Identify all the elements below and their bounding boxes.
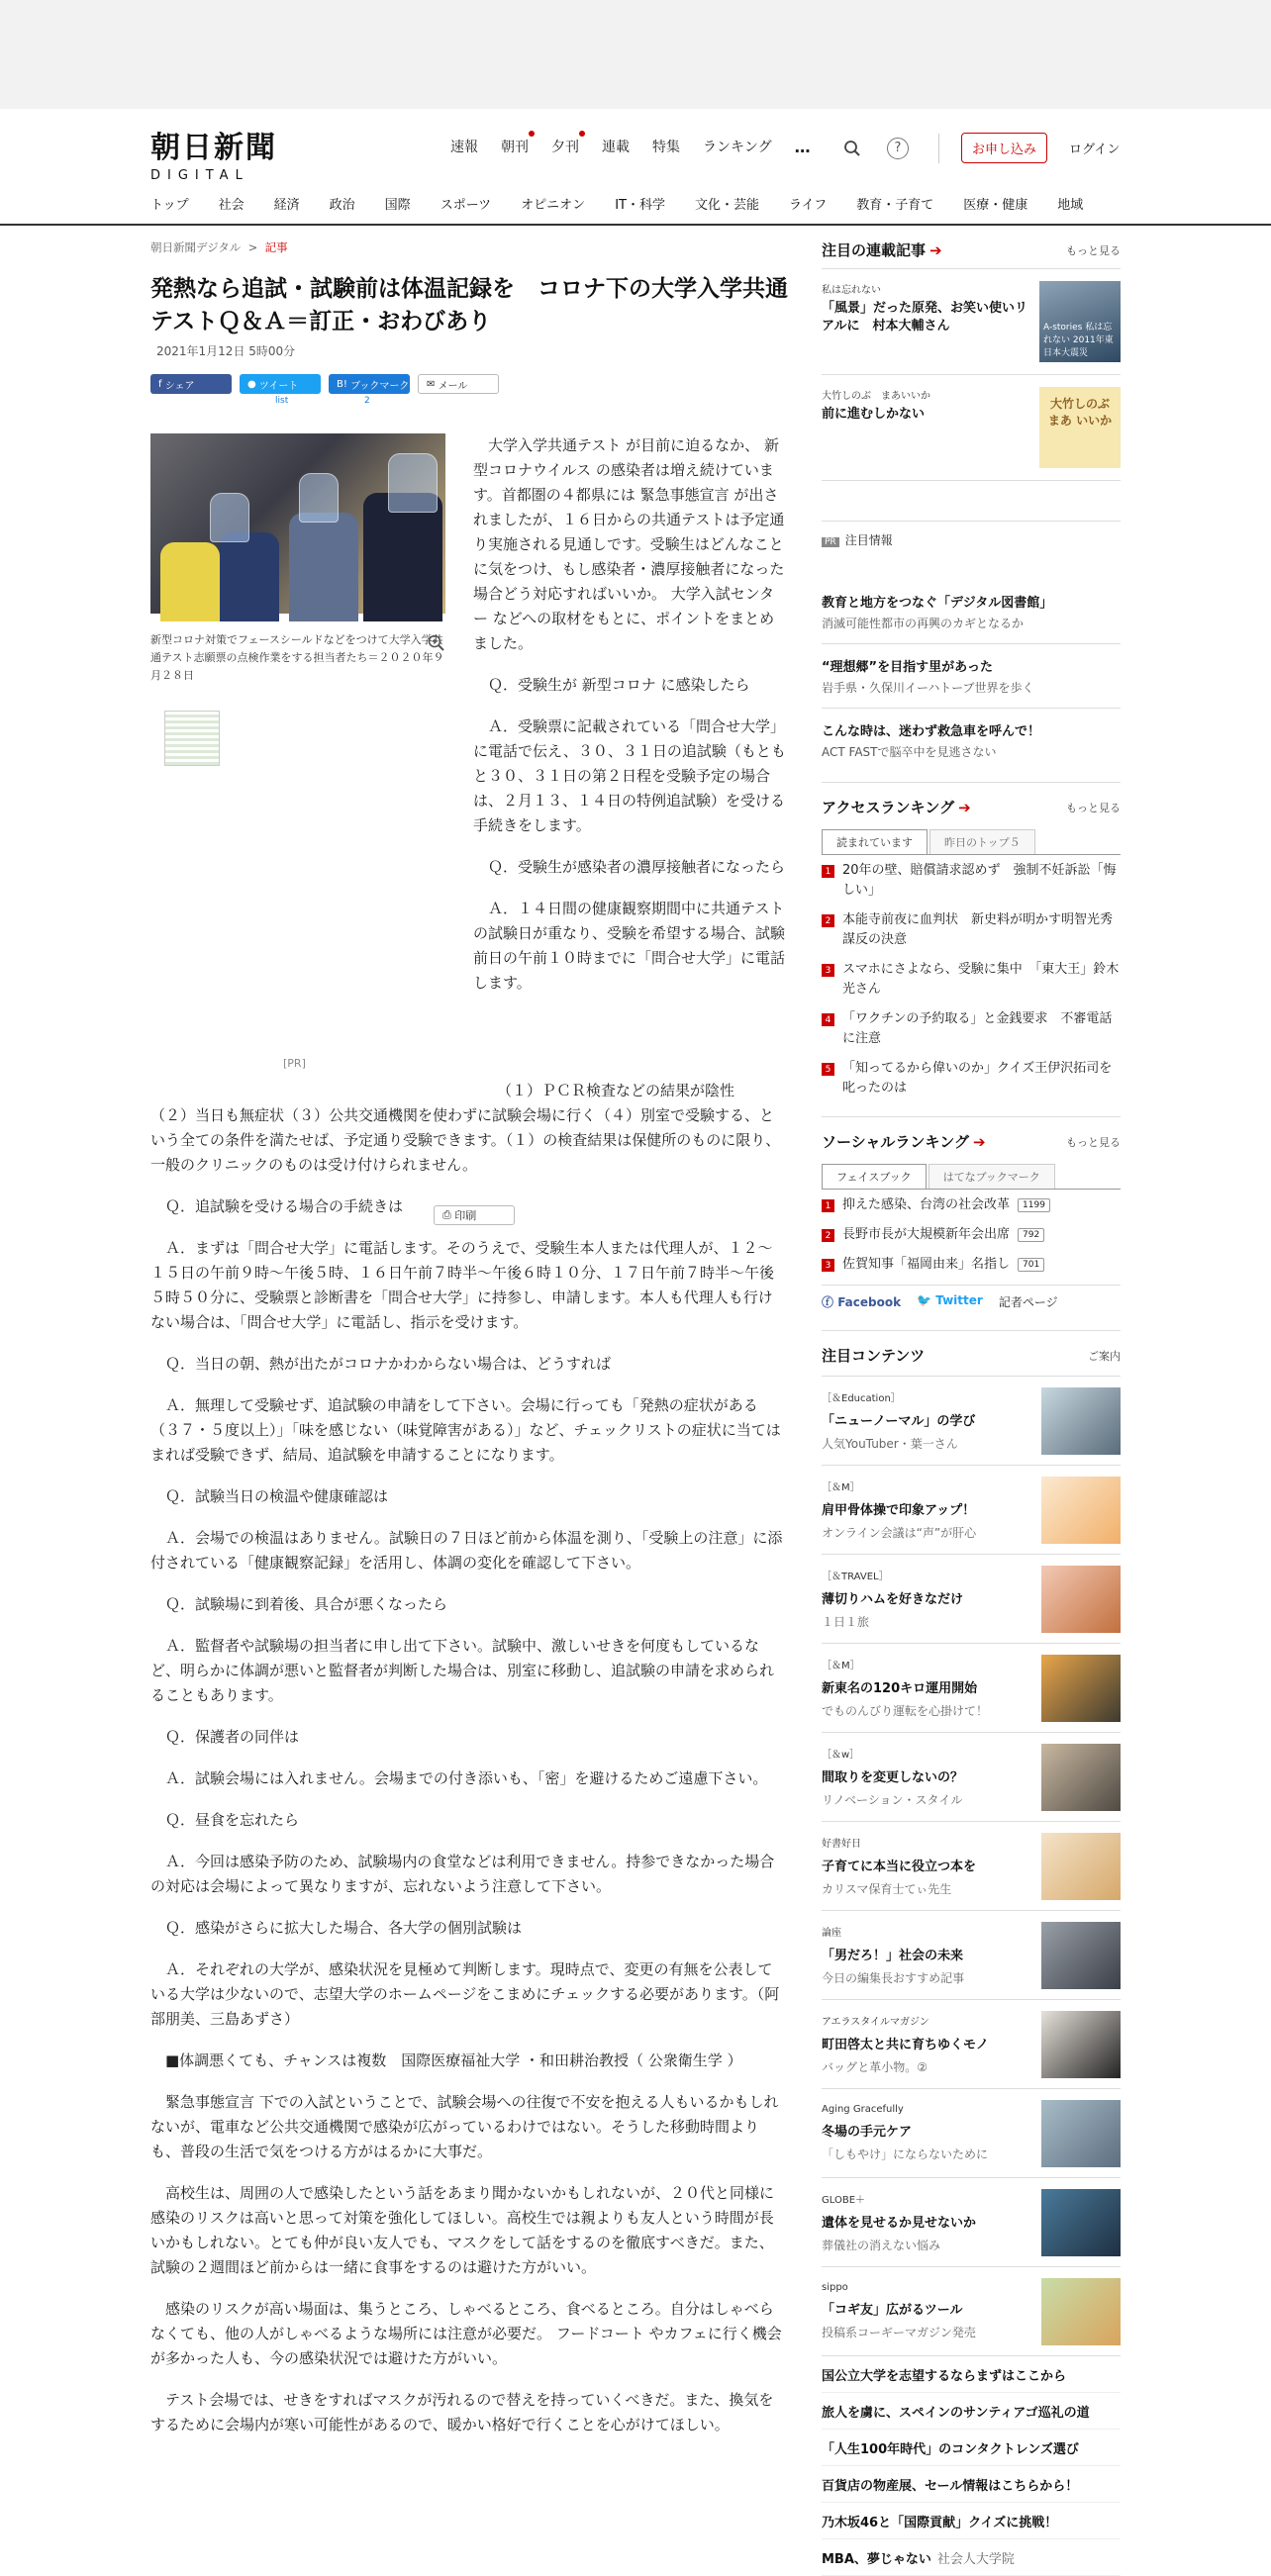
new-dot — [529, 131, 535, 137]
browser-top-gap — [0, 0, 1271, 109]
paragraph: テスト会場では、せきをすればマスクが汚れるので替えを持っていくべきだ。また、換気をするために会場内が寒い可能性があるので、暖かい格好で行くことを心がけてほしい。 — [150, 2391, 774, 2433]
answer: Ａ．１４日間の健康観察期間中に共通テストの試験日が重なり、受験を希望する場合、試験前日の午前１０時までに「問合せ大学」に電話します。 — [473, 900, 786, 992]
print-icon: ⎙ — [442, 1208, 455, 1221]
answer: Ａ．それぞれの大学が、感染状況を見極めて判断します。現時点で、変更の有無を公表している大学は少ないので、志望大学のホームページをこまめにチェックする必要があります。（阿部朋美、三島あずさ） — [150, 1960, 780, 2028]
tweet-button[interactable]: ● ツイート list — [240, 374, 321, 394]
promo-link[interactable]: 旅人を虜に、スペインのサンティアゴ巡礼の道 — [822, 2393, 1121, 2430]
content-item[interactable]: GLOBE＋ 遺体を見せるか見せないか 葬儀社の消えない悩み — [822, 2178, 1121, 2267]
rank-number: 1 — [822, 865, 834, 878]
content-thumbnail — [1041, 2278, 1121, 2345]
paragraph: 感染のリスクが高い場面は、集うところ、しゃべるところ、食べるところ。自分はしゃべらなくても、他の人がしゃべるような場所には注意が必要だ。 フードコート やカフェに行く機会が多かった人も、今の感染状況では避けた方がいい。 — [150, 2300, 782, 2367]
attention-section — [822, 521, 1121, 772]
share-count: 792 — [1018, 1228, 1044, 1242]
promo-link[interactable]: 百貨店の物産展、セール情報はこちらから！ — [822, 2466, 1121, 2503]
content-thumbnail — [1041, 2189, 1121, 2256]
paragraph: 緊急事態宣言 下での入試ということで、試験会場への往復で不安を抱える人もいるかもしれないが、電車など公共交通機関で感染が広がっているわけではない。そうした移動時間よりも、普段の生活で気をつける方がはるかに大事だ。 — [150, 2093, 779, 2160]
more-link[interactable]: もっと見る — [1066, 243, 1121, 257]
help-icon[interactable]: ? — [887, 138, 909, 159]
series-item[interactable] — [822, 375, 1121, 481]
series-text — [822, 387, 930, 468]
category-economy[interactable]: 経済 — [273, 198, 300, 213]
tab-yesterday-top5[interactable]: 昨日のトップ５ — [929, 829, 1035, 854]
answer: Ａ．受験票に記載されている「問合せ大学」に電話で伝え、３０、３１日の追試験（もともと３０、３１日の第２日程を受験予定の場合は、２月１３、１４日の特例追試験）を受ける手続きをします。 — [473, 717, 786, 834]
series-item[interactable] — [822, 268, 1121, 375]
section-heading: 注目コンテンツ ご案内 — [822, 1345, 1121, 1377]
header-actions — [839, 133, 1120, 163]
photo-face-shield — [299, 473, 339, 523]
content-item[interactable]: sippo 「コギ友」広がるツール 投稿系コーギーマガジン発売 — [822, 2267, 1121, 2356]
category-it-science[interactable]: IT・科学 — [615, 198, 665, 213]
answer: Ａ．まずは「問合せ大学」に電話します。そのうえで、受験生本人または代理人が、１２～１５日の午前９時～午後５時、１６日午前７時半～午後６時１０分、１７日午前７時半～午後５時５０分に、受験票と診断書を「問合せ大学」に持参し、申請します。本人も代理人も行けない場合は、「問合せ大学」に電話し、指示を受けます。 — [150, 1239, 775, 1331]
share-count: 701 — [1018, 1258, 1044, 1272]
social-item[interactable]: 2 長野市長が大規模新年会出席 792 — [822, 1219, 1121, 1249]
facebook-link[interactable]: ⓕ Facebook — [822, 1295, 902, 1309]
answer: Ａ．今回は感染予防のため、試験場内の食堂などは利用できません。持参できなかった場合の対応は会場によって異なりますが、忘れないよう注意して下さい。 — [150, 1853, 775, 1895]
social-links — [822, 1285, 1121, 1318]
question: Ｑ．受験生が 新型コロナ に感染したら — [488, 676, 750, 694]
social-tabs — [822, 1164, 1121, 1190]
rank-number: 1 — [822, 1199, 834, 1212]
content-item[interactable]: 好書好日 子育てに本当に役立つ本を カリスマ保育士てぃ先生 — [822, 1822, 1121, 1911]
pr-label: [PR] — [283, 1057, 306, 1070]
site-logo[interactable] — [150, 123, 277, 183]
attention-heading: PR 注目情報 — [822, 521, 1121, 558]
top-nav — [450, 137, 842, 156]
ranking-item[interactable]: 2 本能寺前夜に血判状 新史料が明かす明智光秀謀反の決意 — [822, 905, 1121, 954]
category-politics[interactable]: 政治 — [329, 198, 355, 213]
more-link[interactable]: もっと見る — [1066, 1135, 1121, 1149]
article-photo[interactable] — [150, 433, 445, 614]
content-thumbnail — [1041, 1744, 1121, 1811]
article-title: 発熱なら追試・試験前は体温記録を コロナ下の大学入学共通テストＱ＆Ａ＝訂正・おわびあり — [150, 276, 788, 334]
promo-link[interactable]: MBA、夢じゃない 社会人大学院 — [822, 2539, 1121, 2576]
more-menu-icon[interactable]: … — [794, 137, 811, 156]
series-thumbnail: 大竹しのぶ まあ いいか — [1039, 387, 1121, 468]
breadcrumb-separator: > — [247, 240, 258, 254]
content-thumbnail — [1041, 1477, 1121, 1544]
hatena-count[interactable]: 2 — [364, 396, 370, 406]
sidebar — [822, 226, 1121, 2576]
content-item[interactable]: ［＆M］ 肩甲骨体操で印象アップ！ オンライン会議は“声”が肝心 — [822, 1466, 1121, 1555]
content-item[interactable]: アエラスタイルマガジン 町田啓太と共に育ちゆくモノ バッグと革小物。② — [822, 2000, 1121, 2089]
tweet-count[interactable]: list — [275, 396, 289, 406]
content-item[interactable]: 論座 「男だろ！」社会の未来 今日の編集長おすすめ記事 — [822, 1911, 1121, 2000]
attention-item[interactable]: “理想郷”を目指す里があった 岩手県・久保川イーハトーブ世界を歩く — [822, 644, 1121, 709]
content-item[interactable]: ［＆w］ 間取りを変更しないの？ リノベーション・スタイル — [822, 1733, 1121, 1822]
ranking-item[interactable]: 1 20年の壁、賠償請求認めず 強制不妊訴訟「悔しい」 — [822, 855, 1121, 905]
more-link[interactable]: もっと見る — [1066, 801, 1121, 814]
article-body — [150, 1079, 784, 2454]
share-count: 1199 — [1018, 1198, 1050, 1212]
question: Ｑ．感染がさらに拡大した場合、各大学の個別試験は — [165, 1919, 523, 1937]
mail-icon: ✉ — [427, 378, 439, 390]
paragraph: 大学入学共通テスト が目前に迫るなか、 新型コロナウイルス の感染者は増え続けています。首都圏の４都県には 緊急事態宣言 が出されましたが、１６日からの共通テストは予定通り実施される見通しです。受験生はどんなことに気をつけ、もし感染者・濃厚接触者になった場合どう対応すればいいか。 大学入試センター などへの取材をもとに、ポイントをまとめました。 — [473, 436, 785, 652]
hatena-icon: B! — [337, 378, 351, 390]
tab-hatena[interactable]: はてなブックマーク — [929, 1164, 1055, 1189]
attention-item[interactable]: 教育と地方をつなぐ「デジタル図書館」 消滅可能性都市の再興のカギとなるか — [822, 580, 1121, 644]
subscribe-button[interactable]: お申し込み — [961, 133, 1047, 163]
subheading: ■体調悪くても、チャンスは複数 国際医療福祉大学 ・和田耕治教授（ 公衆衛生学 ） — [165, 2051, 742, 2069]
search-icon[interactable] — [839, 136, 865, 161]
question: Ｑ．試験場に到着後、具合が悪くなったら — [165, 1595, 448, 1613]
category-nav — [150, 194, 1113, 213]
login-link[interactable]: ログイン — [1069, 143, 1121, 157]
category-sports[interactable]: スポーツ — [440, 198, 492, 213]
category-health[interactable]: 医療・健康 — [963, 198, 1028, 213]
question: Ｑ．追試験を受ける場合の手続きは — [165, 1197, 404, 1215]
content-thumbnail — [1041, 1655, 1121, 1722]
content-thumbnail — [1041, 1833, 1121, 1900]
ranking-item[interactable]: 4 「ワクチンの予約取る」と金銭要求 不審電話に注意 — [822, 1003, 1121, 1053]
logo-en: DIGITAL — [150, 168, 249, 183]
attention-item[interactable]: こんな時は、迷わず救急車を呼んで！ ACT FASTで脳卒中を見逃さない — [822, 724, 1041, 759]
reporters-link[interactable]: 記者ページ — [998, 1295, 1058, 1309]
answer: Ａ．会場での検温はありません。試験日の７日ほど前から体温を測り、「受験上の注意」に添付されている「健康観察記録」を活用し、体調の変化を確認して下さい。 — [150, 1529, 783, 1572]
paragraph: 高校生は、周囲の人で感染したという話をあまり聞かないかもしれないが、２０代と同様に感染のリスクは高いと思って対策を強化してほしい。高校生では親よりも友人という時間が長いかもしれない。とても仲が良い友人でも、マスクをして話をするのを徹底すべきだ。また、試験の２週間ほど前からは一緒に食事をするのは避けた方がいい。 — [150, 2184, 775, 2276]
new-dot — [579, 131, 585, 137]
mail-button[interactable]: ✉ メール — [418, 374, 499, 394]
photo-figure — [289, 513, 358, 621]
facebook-icon: f — [158, 378, 165, 390]
rank-number: 5 — [822, 1063, 834, 1076]
content-thumbnail — [1041, 1387, 1121, 1455]
series-headline: 前に進むしかない — [822, 407, 926, 422]
question: Ｑ．受験生が感染者の濃厚接触者になったら — [488, 858, 786, 876]
content-thumbnail — [1041, 2100, 1121, 2167]
facebook-share-button[interactable]: f シェア — [150, 374, 232, 394]
answer: Ａ．試験会場には入れません。会場までの付き添いも、「密」を避けるためご遠慮下さい。 — [165, 1769, 768, 1787]
photo-face-shield — [210, 493, 249, 542]
twitter-link[interactable]: 🐦 Twitter — [917, 1293, 983, 1307]
series-section — [822, 226, 1121, 481]
rank-number: 3 — [822, 1259, 834, 1272]
paragraph: （１）ＰＣＲ検査などの結果が陰性 — [497, 1082, 735, 1099]
nav-tokushu[interactable]: 特集 — [652, 140, 680, 155]
ranking-tabs — [822, 829, 1121, 855]
promo-link[interactable]: 「人生100年時代」のコンタクトレンズ選び — [822, 2430, 1121, 2466]
content-item[interactable]: ［＆Education］ 「ニューノーマル」の学び 人気YouTuber・葉一さん — [822, 1377, 1121, 1466]
photo-caption: 新型コロナ対策でフェースシールドなどをつけて大学入学共通テスト志願票の点検作業をする担当者たち＝２０２０年９月２８日 — [150, 633, 444, 682]
question: Ｑ．当日の朝、熱が出たがコロナかわからない場合は、どうすれば — [165, 1355, 612, 1373]
print-button[interactable]: ⎙ 印刷 — [434, 1205, 515, 1225]
content-item[interactable]: ［＆TRAVEL］ 薄切りハムを好きなだけ １日１旅 — [822, 1555, 1121, 1644]
category-international[interactable]: 国際 — [384, 198, 411, 213]
zoom-icon[interactable] — [428, 634, 445, 652]
series-thumbnail: A-stories 私は忘れない 2011年東日本大震災 — [1039, 281, 1121, 362]
access-ranking — [822, 782, 1121, 1102]
category-top[interactable]: トップ — [150, 198, 189, 213]
nav-choukan[interactable]: 朝刊 — [501, 137, 529, 156]
promo-link[interactable]: 国公立大学を志望するならまずはここから — [822, 2356, 1121, 2393]
rank-number: 4 — [822, 1013, 834, 1026]
photo-figure — [220, 532, 279, 621]
content-thumbnail — [1041, 2011, 1121, 2078]
answer: Ａ．無理して受験せず、追試験の申請をして下さい。会場に行っても「発熱の症状がある（３７・５度以上）」「味を感じない（味覚障害がある）」など、チェックリストの症状に当てはまれば受験できず、結局、追試験を申請することになります。 — [150, 1396, 781, 1464]
tab-facebook[interactable]: フェイスブック — [822, 1164, 927, 1189]
pr-badge: PR — [822, 537, 839, 547]
content-item[interactable]: ［＆M］ 新東名の120キロ運用開始 でものんびり運転を心掛けて！ — [822, 1644, 1121, 1733]
category-opinion[interactable]: オピニオン — [521, 198, 586, 213]
content-item[interactable]: Aging Gracefully 冬場の手元ケア 「しもやけ」にならないために — [822, 2089, 1121, 2178]
divider — [938, 134, 939, 163]
arrow-right-icon: ➔ — [972, 1133, 986, 1151]
series-headline: 「風景」だった原発、お笑い使いリアルに 村本大輔さん — [822, 301, 1028, 334]
featured-contents — [822, 1330, 1121, 2576]
article-date: 2021年1月12日 5時00分 — [156, 344, 296, 358]
rank-number: 3 — [822, 964, 834, 977]
category-life[interactable]: ライフ — [788, 198, 828, 213]
section-heading: アクセスランキング ➔ もっと見る — [822, 799, 1121, 816]
tab-most-read[interactable]: 読まれています — [822, 829, 928, 854]
paragraph: （２）当日も無症状（３）公共交通機関を使わずに試験会場に行く（４）別室で受験する、という全ての条件を満たせば、予定通り受験できます。（１）の検査結果は保健所のものに限り、一般のクリニックのものは受け付けられません。 — [150, 1106, 781, 1174]
category-local[interactable]: 地域 — [1057, 198, 1084, 213]
category-education[interactable]: 教育・子育て — [856, 198, 934, 213]
ranking-item[interactable]: 5 「知ってるから偉いのか」クイズ王伊沢拓司を叱ったのは — [822, 1053, 1121, 1102]
guide-link[interactable]: ご案内 — [1088, 1349, 1121, 1363]
series-kicker: 大竹しのぶ まあいいか — [822, 391, 930, 402]
social-ranking — [822, 1116, 1121, 1318]
hatena-bookmark-button[interactable]: B! ブックマーク 2 — [329, 374, 410, 394]
section-heading — [822, 239, 1121, 260]
category-culture[interactable]: 文化・芸能 — [694, 198, 759, 213]
section-heading: ソーシャルランキング ➔ もっと見る — [822, 1133, 1121, 1151]
nav-ranking[interactable]: ランキング — [703, 140, 772, 155]
nav-sokuho[interactable]: 速報 — [450, 140, 478, 155]
content-thumbnail — [1041, 1566, 1121, 1633]
series-heading[interactable]: 注目の連載記事 — [822, 241, 927, 259]
question: Ｑ．試験当日の検温や健康確認は — [165, 1487, 389, 1505]
question: Ｑ．昼食を忘れたら — [165, 1811, 300, 1829]
answer: Ａ．監督者や試験場の担当者に申し出て下さい。試験中、激しいせきを何度もしているなど、明らかに体調が悪いと監督者が判断した場合は、別室に移動し、追試験の申請を求められることもあります。 — [150, 1637, 775, 1704]
category-society[interactable]: 社会 — [218, 198, 244, 213]
breadcrumb-current[interactable]: 記事 — [264, 240, 288, 254]
twitter-icon: 🐦 — [917, 1293, 936, 1307]
ranking-item[interactable]: 3 スマホにさよなら、受験に集中 「東大王」鈴木光さん — [822, 954, 1121, 1003]
social-item[interactable]: 1 抑えた感染、台湾の社会改革 1199 — [822, 1190, 1121, 1219]
site-header — [0, 109, 1271, 226]
promo-link[interactable]: 乃木坂46と「国際貢献」クイズに挑戦！ — [822, 2503, 1121, 2539]
rank-number: 2 — [822, 914, 834, 927]
breadcrumb-home[interactable]: 朝日新聞デジタル — [150, 240, 242, 254]
breadcrumb — [150, 239, 288, 255]
photo-face-shield — [388, 453, 438, 513]
document-thumbnail[interactable] — [164, 711, 220, 766]
arrow-right-icon: ➔ — [958, 799, 971, 816]
series-text — [822, 281, 1039, 362]
logo-jp: 朝日新聞 — [150, 131, 277, 165]
twitter-icon: ● — [247, 378, 259, 390]
nav-yukan[interactable]: 夕刊 — [551, 137, 579, 156]
rank-number: 2 — [822, 1229, 834, 1242]
facebook-icon: ⓕ — [822, 1295, 838, 1309]
social-item[interactable]: 3 佐賀知事「福岡由来」名指し 701 — [822, 1249, 1121, 1279]
content-thumbnail — [1041, 1922, 1121, 1989]
article-lead — [473, 433, 786, 1012]
series-kicker: 私は忘れない — [822, 285, 881, 296]
arrow-right-icon: ➔ — [929, 241, 942, 259]
nav-rensai[interactable]: 連載 — [602, 140, 630, 155]
photo-figure — [160, 542, 220, 621]
question: Ｑ．保護者の同伴は — [165, 1728, 300, 1746]
